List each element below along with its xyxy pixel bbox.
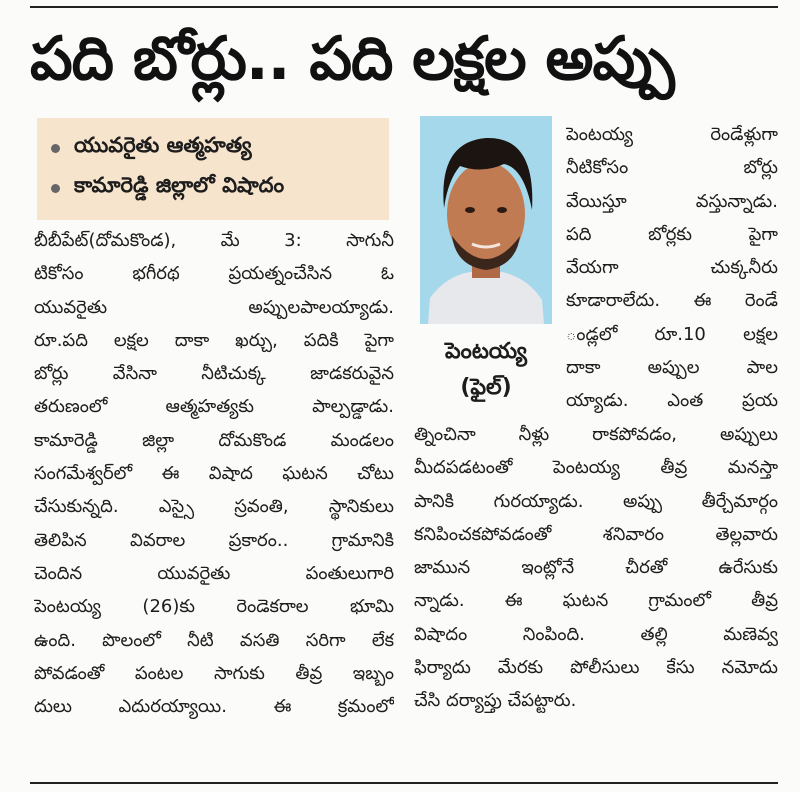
text-line: ఉంది. పొలంలో నీటి వసతి సరిగా లేక — [34, 629, 394, 651]
text-line: చేసి దర్యాప్తు చేపట్టారు. — [414, 690, 577, 712]
text-line: బోర్లు వేసినా నీటిచుక్క జాడకరువైన — [34, 363, 394, 385]
text-line: తరుణంలో ఆత్మహత్యకు పాల్పడ్డాడు. — [34, 396, 394, 418]
text-line: పెంటయ్య రెండేళ్లుగా — [566, 124, 778, 145]
text-line: చేసుకున్నది. ఎస్సై స్రవంతి, స్థానికులు — [34, 496, 394, 518]
text-line: ఫిర్యాదు మేరకు పోలీసులు కేసు నమోదు — [414, 657, 778, 679]
kicker-box — [37, 118, 389, 220]
text-line: పానికి గురయ్యాడు. అప్పు తీర్చేమార్గం — [414, 490, 778, 512]
text-line: బీబీపేట్(దోమకొండ), మే 3: సాగునీ — [34, 230, 394, 251]
text-line: మీదపడటంతో పెంటయ్య తీవ్ర మనస్తా — [414, 457, 778, 479]
text-line: నీటికోసం బోర్లు — [566, 157, 778, 179]
text-line: పెంటయ్య (26)కు రెండెకరాల భూమి — [34, 596, 394, 618]
text-line: పది బోర్లకు పైగా — [566, 223, 778, 245]
text-line: యువరైతు అప్పులపాలయ్యాడు. — [34, 296, 394, 318]
text-line: విషాదం నింపింది. తల్లి మణెవ్వ — [414, 623, 778, 645]
text-line: వేయిస్తూ వస్తున్నాడు. — [566, 190, 778, 212]
text-line: ండ్లలో రూ.10 లక్షల — [566, 323, 778, 345]
article-column-right-top — [566, 118, 778, 418]
bullet-icon — [51, 144, 60, 153]
text-line: తెలిపిన వివరాల ప్రకారం.. గ్రామానికి — [34, 529, 394, 551]
headline: పది బోర్లు.. పది లక్షల అప్పు — [30, 24, 674, 94]
text-line: వేయగా చుక్కనీరు — [566, 257, 778, 279]
kicker-item — [51, 168, 375, 208]
top-rule — [30, 6, 778, 8]
portrait-photo — [420, 116, 552, 324]
text-line: కామారెడ్డి జిల్లా దోమకొండ మండలం — [34, 429, 394, 451]
text-line: కనిపించకపోవడంతో శనివారం తెల్లవారు — [414, 523, 778, 545]
text-line: జామున ఇంట్లోనే చీరతో ఉరేసుకు — [414, 557, 778, 579]
kicker-text: కామారెడ్డి జిల్లాలో విషాదం — [74, 173, 285, 197]
text-line: సంగమేశ్వర్‌లో ఈ విషాద ఘటన చోటు — [34, 463, 394, 485]
kicker-item — [51, 128, 375, 168]
text-line: దాకా అప్పుల పాల — [566, 357, 778, 379]
text-line: టికోసం భగీరథ ప్రయత్నంచేసిన ఓ — [34, 263, 394, 285]
text-line: న్నాడు. ఈ ఘటన గ్రామంలో తీవ్ర — [414, 590, 778, 612]
text-line: చెందిన యువరైతు పంతులుగారి — [34, 562, 394, 584]
kicker-text: యువరైతు ఆత్మహత్య — [74, 133, 252, 157]
article-column-left — [34, 224, 394, 723]
bottom-rule — [30, 782, 778, 784]
text-line: రూ.పది లక్షల దాకా ఖర్చు, పదికి పైగా — [34, 329, 394, 351]
text-line: య్యాడు. ఎంత ప్రయ — [566, 390, 778, 412]
portrait-illustration — [420, 116, 552, 324]
text-line: త్నించినా నీళ్లు రాకపోవడం, అప్పులు — [414, 424, 778, 445]
article-column-right — [414, 418, 778, 718]
bullet-icon — [51, 184, 60, 193]
caption-name: పెంటయ్య — [445, 339, 527, 364]
photo-caption — [410, 334, 562, 406]
caption-note: (ఫైల్) — [460, 375, 512, 400]
text-line: దులు ఎదురయ్యాయి. ఈ క్రమంలో — [34, 696, 394, 718]
text-line: పోవడంతో పంటల సాగుకు తీవ్ర ఇబ్బం — [34, 662, 394, 684]
text-line: కూడారాలేదు. ఈ రెండే — [566, 290, 778, 312]
